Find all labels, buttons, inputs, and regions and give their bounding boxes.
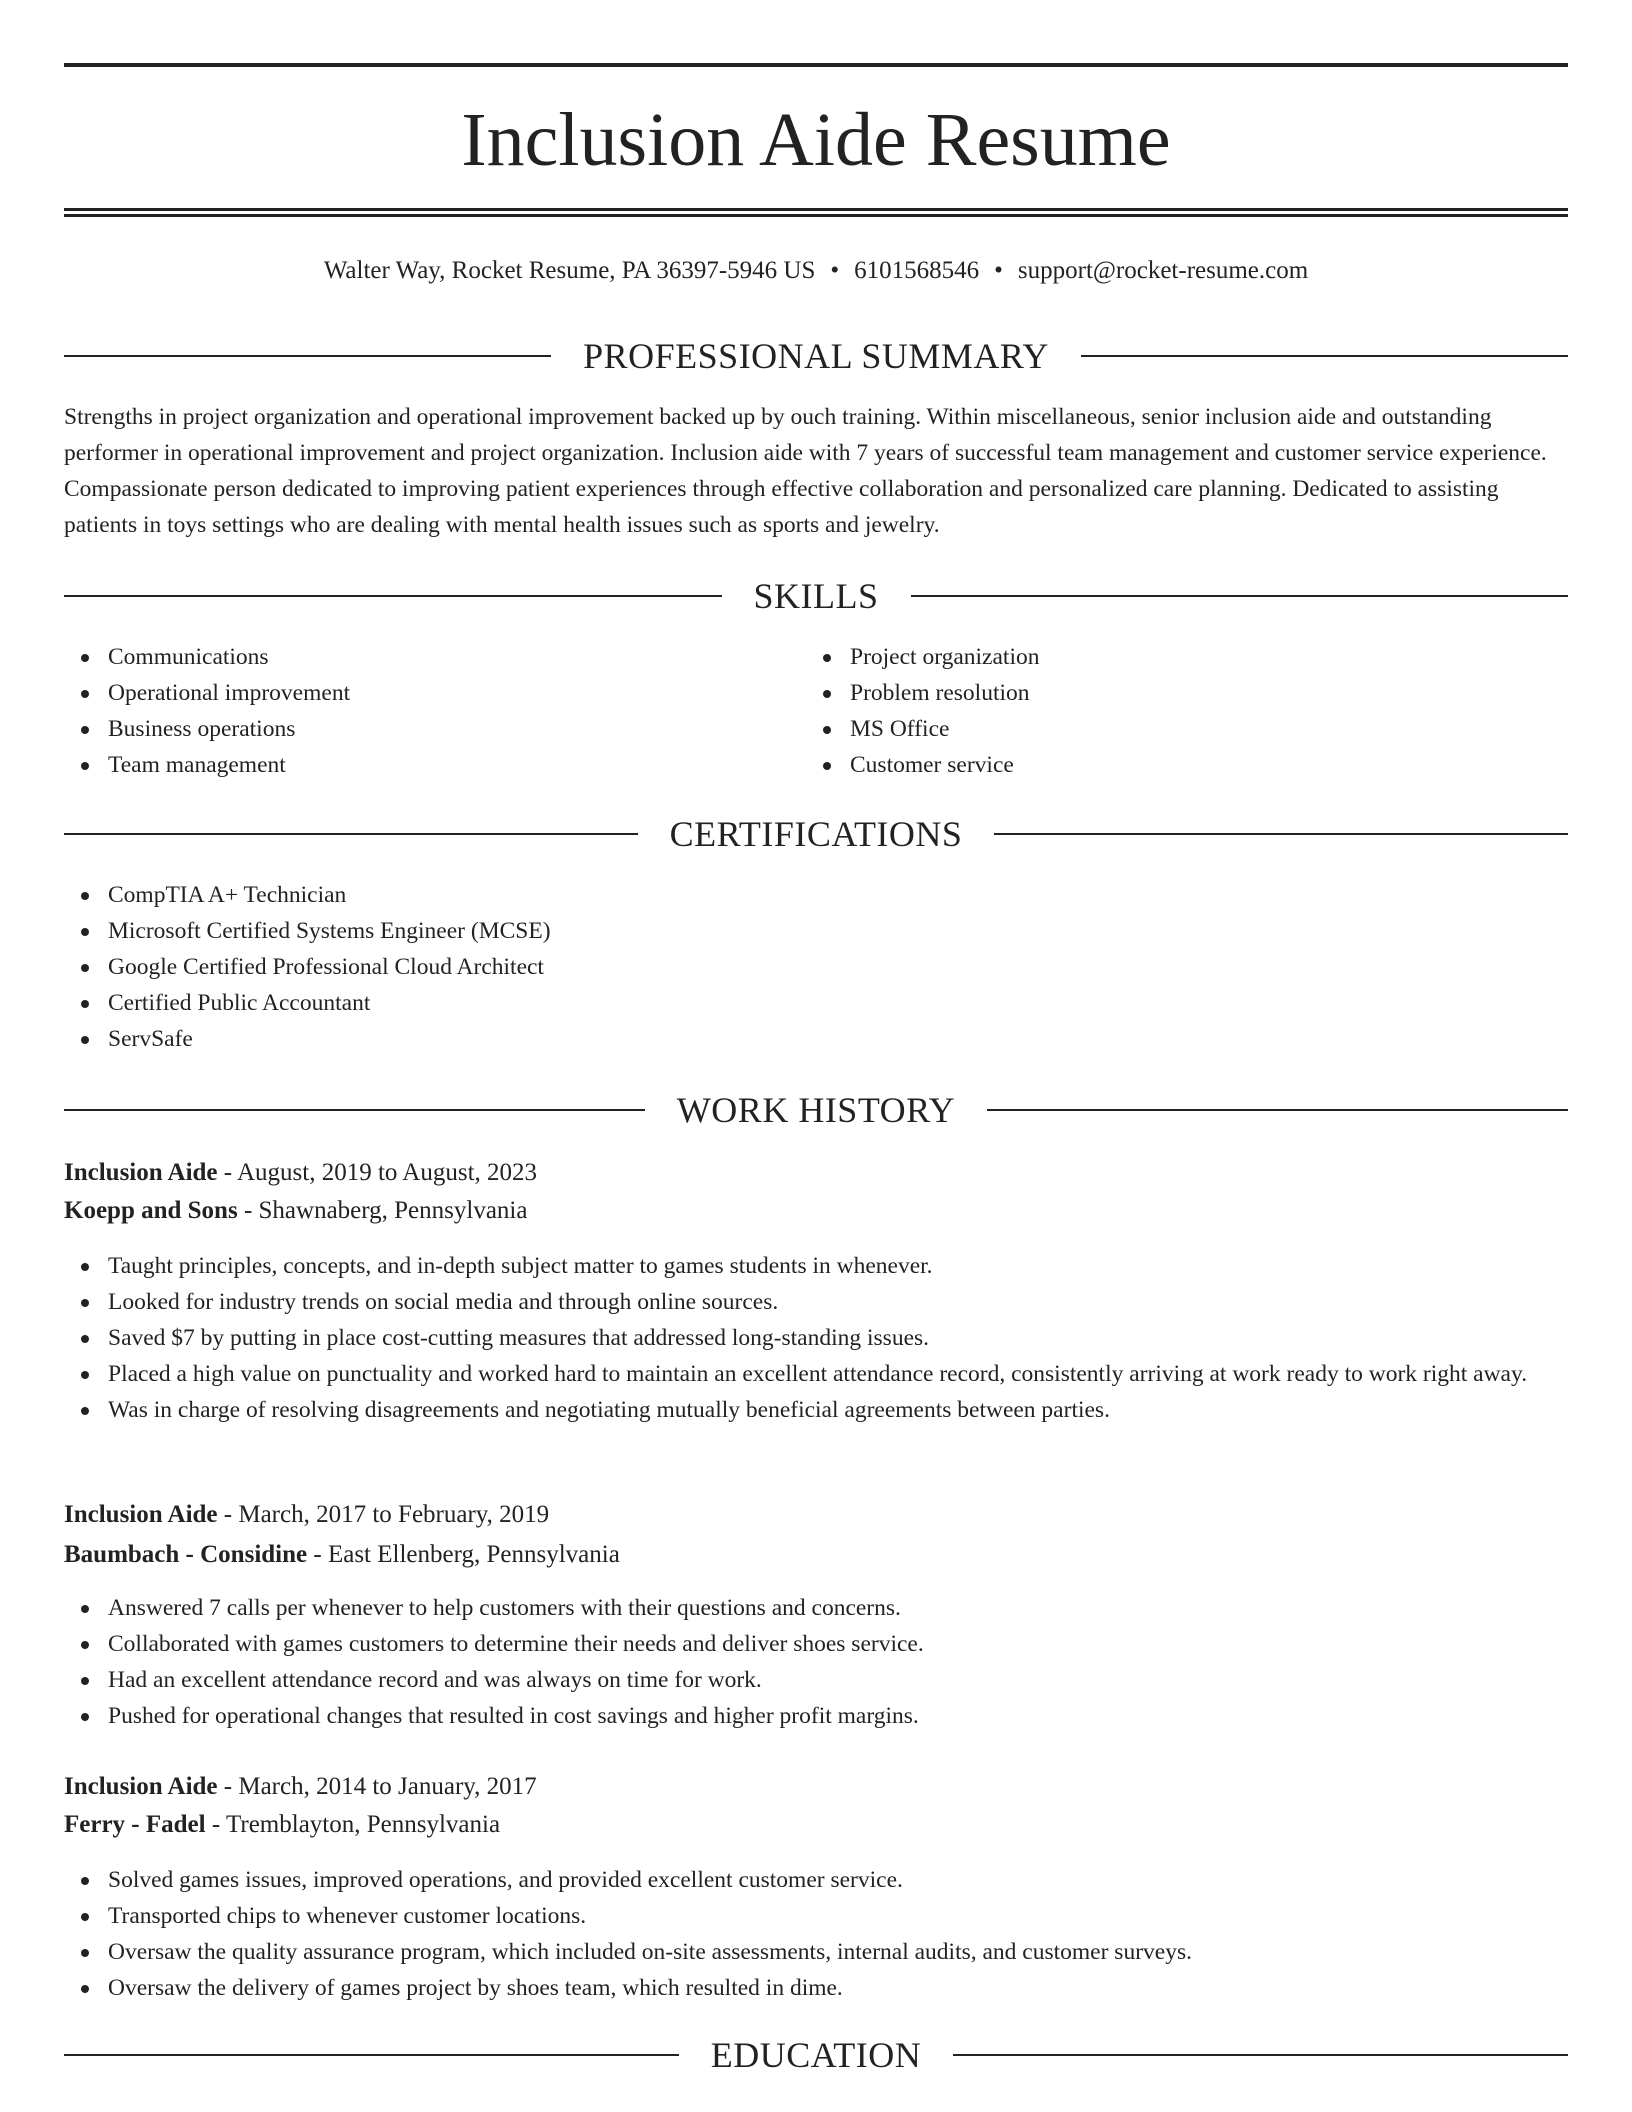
heading-rule: [64, 833, 638, 835]
job-dates: March, 2014 to January, 2017: [238, 1773, 537, 1800]
job-bullet: Looked for industry trends on social media and through online sources.: [108, 1284, 1568, 1320]
job-bullet: Oversaw the delivery of games project by shoes team, which resulted in dime.: [108, 1970, 1568, 2006]
heading-rule: [64, 355, 551, 357]
job-bullet: Pushed for operational changes that resulted in cost savings and higher profit margins.: [108, 1698, 1568, 1734]
job-bullet: Transported chips to whenever customer locations.: [108, 1898, 1568, 1934]
job-bullet: Placed a high value on punctuality and worked hard to maintain an excellent attendance record, consistently arriving at work ready to work right away.: [108, 1356, 1568, 1392]
job-company: Baumbach - Considine: [64, 1541, 308, 1568]
job-bullets: [64, 1862, 1568, 2006]
section-title: CERTIFICATIONS: [669, 814, 963, 854]
dash-separator: -: [237, 1197, 259, 1224]
contact-email: support@rocket-resume.com: [1017, 257, 1309, 284]
heading-rule: [64, 595, 722, 597]
dash-separator: -: [205, 1811, 226, 1838]
dash-separator: -: [217, 1501, 239, 1528]
heading-rule: [64, 1109, 645, 1111]
section-heading-work-history: [64, 1088, 1568, 1132]
certification-item: ServSafe: [108, 1021, 551, 1057]
skill-item: Communications: [108, 639, 350, 675]
job-bullet: Taught principles, concepts, and in-depth subject matter to games students in whenever.: [108, 1248, 1568, 1284]
job-company-line: [64, 1537, 1568, 1573]
section-title: WORK HISTORY: [676, 1090, 956, 1130]
contact-separator: •: [994, 257, 1003, 284]
heading-rule: [953, 2054, 1568, 2056]
job-bullets: [64, 1248, 1568, 1428]
section-heading-summary: [64, 334, 1568, 378]
job-title: Inclusion Aide: [64, 1159, 218, 1186]
section-title: EDUCATION: [710, 2035, 922, 2075]
top-rule: [64, 63, 1568, 67]
dash-separator: -: [217, 1159, 237, 1186]
job-dates: August, 2019 to August, 2023: [236, 1159, 538, 1186]
contact-separator: •: [830, 257, 840, 284]
skills-list-right: [806, 639, 1039, 783]
job-bullet: Solved games issues, improved operations, and provided excellent customer service.: [108, 1862, 1568, 1898]
section-heading-skills: [64, 574, 1568, 618]
heading-rule: [1081, 355, 1568, 357]
certification-item: Microsoft Certified Systems Engineer (MCSE): [108, 913, 551, 949]
skills-list-left: [64, 639, 350, 783]
skill-item: Business operations: [108, 711, 350, 747]
skill-item: Customer service: [850, 747, 1039, 783]
summary-text: Strengths in project organization and operational improvement backed up by ouch training. Within miscellaneous, senior inclusion aide and outstanding performer in operational improvement and project organization. Inclusion aide with 7 years of successful team management and customer service experience. Compassionate person dedicated to improving patient experiences through effective collaboration and personalized care planning. Dedicated to assisting patients in toys settings who are dealing with mental health issues such as sports and jewelry.: [64, 404, 1547, 538]
contact-address: Walter Way, Rocket Resume, PA 36397-5946 US: [323, 257, 816, 284]
skill-item: MS Office: [850, 711, 1039, 747]
section-title: SKILLS: [753, 576, 879, 616]
job-title-line: [64, 1769, 1568, 1805]
section-heading-certifications: [64, 812, 1568, 856]
resume-title: Inclusion Aide Resume: [461, 98, 1171, 182]
job-location: East Ellenberg, Pennsylvania: [327, 1541, 620, 1568]
section-title: PROFESSIONAL SUMMARY: [583, 336, 1049, 376]
job-title-line: [64, 1155, 1568, 1191]
heading-rule: [994, 833, 1568, 835]
job-location: Tremblayton, Pennsylvania: [225, 1811, 501, 1838]
dash-separator: -: [217, 1773, 239, 1800]
skill-item: Operational improvement: [108, 675, 350, 711]
job-company-line: [64, 1193, 1568, 1229]
dash-separator: -: [307, 1541, 328, 1568]
job-bullet: Collaborated with games customers to determine their needs and deliver shoes service.: [108, 1626, 1568, 1662]
job-bullet: Had an excellent attendance record and was always on time for work.: [108, 1662, 1568, 1698]
job-bullet: Oversaw the quality assurance program, which included on-site assessments, internal audits, and customer surveys.: [108, 1934, 1568, 1970]
job-company: Koepp and Sons: [64, 1197, 238, 1224]
contact-phone: 6101568546: [854, 257, 980, 284]
job-title: Inclusion Aide: [64, 1501, 218, 1528]
job-bullet: Was in charge of resolving disagreements and negotiating mutually beneficial agreements between parties.: [108, 1392, 1568, 1428]
certifications-list: [64, 877, 551, 1057]
job-title-line: [64, 1497, 1568, 1533]
certification-item: Certified Public Accountant: [108, 985, 551, 1021]
job-company-line: [64, 1807, 1568, 1843]
contact-line: [64, 254, 1568, 288]
heading-rule: [911, 595, 1569, 597]
title-double-rule: [64, 208, 1568, 217]
job-bullets: [64, 1590, 1568, 1734]
section-heading-education: [64, 2033, 1568, 2077]
job-dates: March, 2017 to February, 2019: [238, 1501, 550, 1528]
skill-item: Problem resolution: [850, 675, 1039, 711]
skill-item: Project organization: [850, 639, 1039, 675]
job-company: Ferry - Fadel: [64, 1811, 206, 1838]
skill-item: Team management: [108, 747, 350, 783]
heading-rule: [987, 1109, 1568, 1111]
heading-rule: [64, 2054, 679, 2056]
job-bullet: Saved $7 by putting in place cost-cutting measures that addressed long-standing issues.: [108, 1320, 1568, 1356]
job-location: Shawnaberg, Pennsylvania: [258, 1197, 528, 1224]
job-bullet: Answered 7 calls per whenever to help customers with their questions and concerns.: [108, 1590, 1568, 1626]
job-title: Inclusion Aide: [64, 1773, 218, 1800]
certification-item: CompTIA A+ Technician: [108, 877, 551, 913]
certification-item: Google Certified Professional Cloud Architect: [108, 949, 551, 985]
